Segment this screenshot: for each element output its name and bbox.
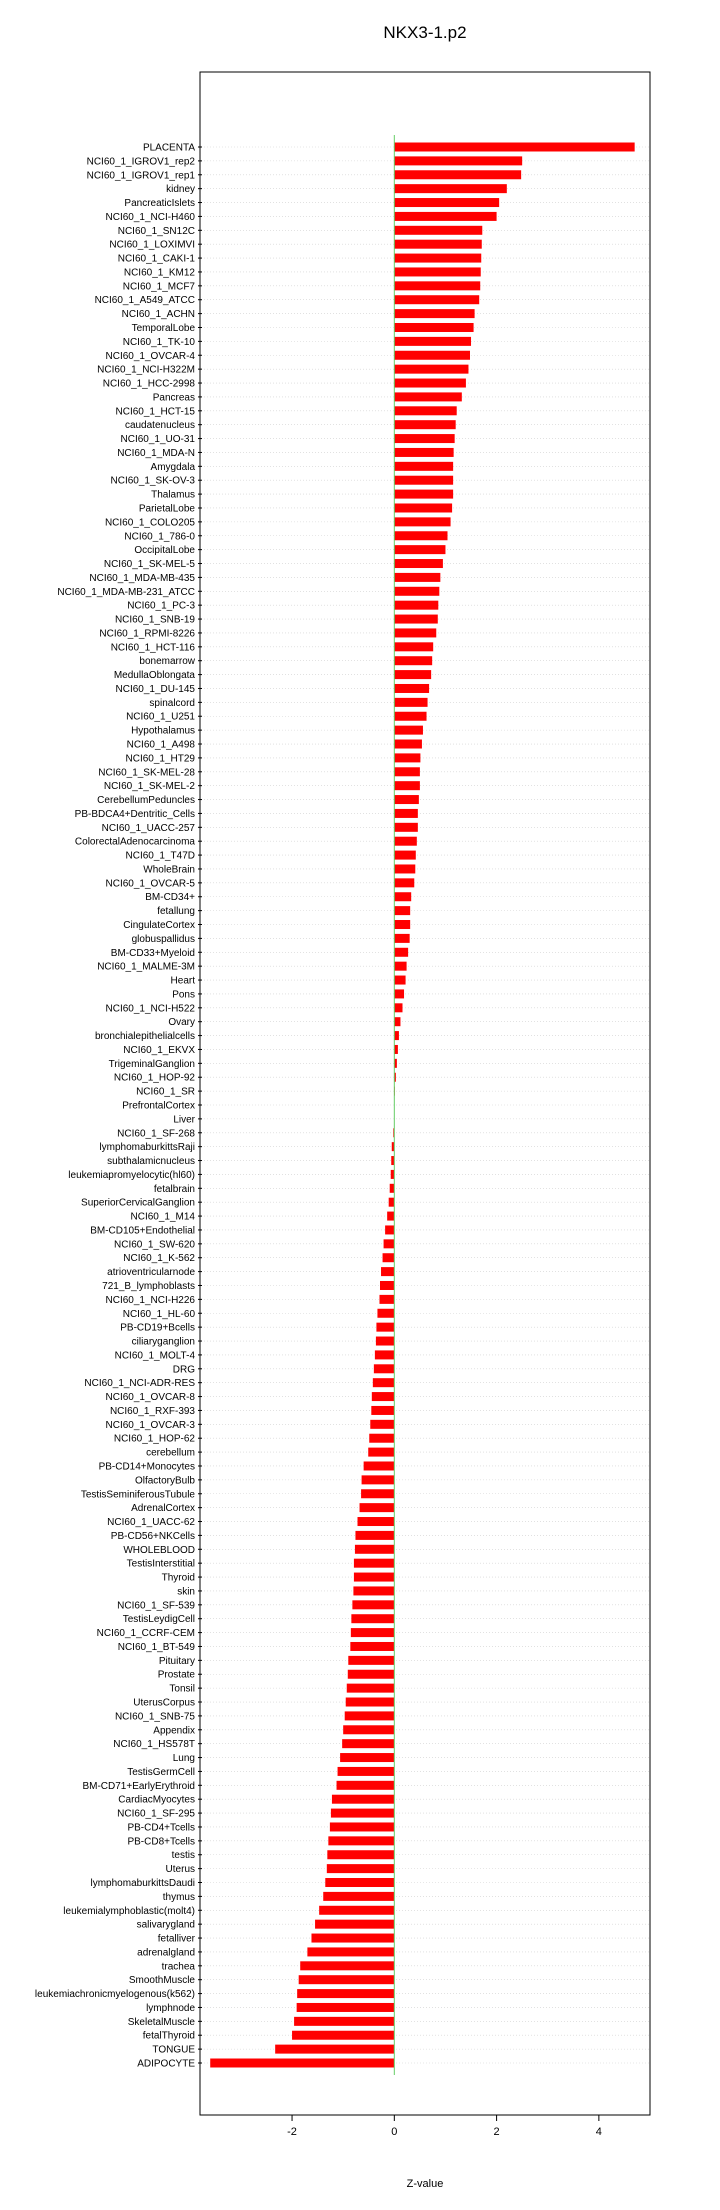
- category-label: ADIPOCYTE: [137, 2059, 195, 2070]
- category-label: leukemiachronicmyelogenous(k562): [35, 1989, 195, 2000]
- x-tick-label: -2: [287, 2126, 297, 2138]
- category-label: TONGUE: [152, 2045, 195, 2056]
- category-label: NCI60_1_M14: [131, 1212, 196, 1223]
- category-label: PrefrontalCortex: [122, 1101, 195, 1112]
- bar: [394, 934, 409, 943]
- bar: [342, 1739, 394, 1748]
- bar: [210, 2059, 394, 2068]
- category-label: fetalbrain: [154, 1184, 195, 1195]
- category-label: NCI60_1_NCI-ADR-RES: [84, 1378, 195, 1389]
- category-label: NCI60_1_TK-10: [123, 337, 196, 348]
- category-label: adrenalgland: [137, 1947, 195, 1958]
- bar: [394, 642, 433, 651]
- category-label: Thalamus: [151, 490, 195, 501]
- x-tick-label: 4: [596, 2126, 602, 2138]
- category-label: TemporalLobe: [132, 323, 196, 334]
- bar: [394, 240, 481, 249]
- category-label: Prostate: [158, 1670, 196, 1681]
- category-label: Liver: [173, 1114, 195, 1125]
- bar: [394, 670, 431, 679]
- bar: [327, 1850, 394, 1859]
- bar: [323, 1892, 394, 1901]
- bar: [394, 184, 507, 193]
- category-label: NCI60_1_MALME-3M: [97, 962, 195, 973]
- bar: [394, 545, 445, 554]
- category-label: TestisGermCell: [127, 1767, 195, 1778]
- bar: [394, 753, 420, 762]
- bar: [394, 406, 456, 415]
- category-label: AdrenalCortex: [131, 1503, 195, 1514]
- category-label: NCI60_1_CCRF-CEM: [97, 1628, 195, 1639]
- category-label: PB-CD8+Tcells: [127, 1836, 195, 1847]
- plot-frame: [200, 72, 650, 2115]
- category-label: NCI60_1_SK-OV-3: [111, 476, 196, 487]
- category-label: NCI60_1_BT-549: [118, 1642, 196, 1653]
- bar: [331, 1809, 394, 1818]
- category-label: lymphomaburkittsDaudi: [91, 1878, 196, 1889]
- bar: [362, 1475, 395, 1484]
- category-label: SuperiorCervicalGanglion: [81, 1198, 195, 1209]
- category-label: 721_B_lymphoblasts: [102, 1281, 195, 1292]
- x-tick-label: 2: [494, 2126, 500, 2138]
- category-label: BM-CD33+Myeloid: [111, 948, 195, 959]
- bar: [328, 1836, 394, 1845]
- category-label: ciliaryganglion: [132, 1337, 195, 1348]
- bar: [348, 1656, 394, 1665]
- bar: [355, 1531, 394, 1540]
- category-label: bonemarrow: [139, 656, 195, 667]
- bar: [374, 1364, 394, 1373]
- category-label: Pancreas: [153, 392, 195, 403]
- category-label: CingulateCortex: [123, 920, 195, 931]
- bar: [389, 1198, 395, 1207]
- bar: [332, 1795, 394, 1804]
- bar: [299, 1975, 395, 1984]
- category-label: NCI60_1_DU-145: [116, 684, 196, 695]
- category-label: TestisInterstitial: [127, 1559, 195, 1570]
- category-label: CerebellumPeduncles: [97, 795, 195, 806]
- category-label: NCI60_1_ACHN: [122, 309, 195, 320]
- category-label: MedullaOblongata: [114, 670, 196, 681]
- category-label: Heart: [171, 976, 196, 987]
- category-label: Pons: [172, 989, 195, 1000]
- bar: [394, 490, 453, 499]
- category-labels: [35, 143, 196, 2070]
- category-label: NCI60_1_OVCAR-5: [106, 878, 196, 889]
- category-label: ColorectalAdenocarcinoma: [75, 837, 196, 848]
- category-label: TestisLeydigCell: [123, 1614, 195, 1625]
- category-label: NCI60_1_HCC-2998: [103, 379, 196, 390]
- category-label: ParietalLobe: [139, 503, 196, 514]
- category-label: NCI60_1_K-562: [123, 1253, 195, 1264]
- category-label: UterusCorpus: [133, 1698, 195, 1709]
- bar: [394, 295, 479, 304]
- bar: [384, 1239, 395, 1248]
- bar: [354, 1559, 394, 1568]
- bar: [394, 448, 453, 457]
- bar: [394, 531, 447, 540]
- category-label: NCI60_1_A549_ATCC: [95, 295, 195, 306]
- category-label: fetalThyroid: [143, 2031, 195, 2042]
- bar: [394, 503, 452, 512]
- bar: [394, 1031, 399, 1040]
- bar: [348, 1670, 395, 1679]
- bar: [394, 962, 406, 971]
- bar: [394, 920, 410, 929]
- bar: [394, 573, 440, 582]
- bar: [354, 1573, 394, 1582]
- category-label: Amygdala: [151, 462, 196, 473]
- bar: [394, 351, 470, 360]
- category-label: CardiacMyocytes: [118, 1795, 195, 1806]
- bar: [394, 392, 462, 401]
- bar: [390, 1184, 395, 1193]
- category-label: NCI60_1_HT29: [126, 753, 196, 764]
- bar: [394, 864, 415, 873]
- bar: [355, 1545, 394, 1554]
- bar: [351, 1628, 394, 1637]
- bar: [377, 1309, 394, 1318]
- category-label: skin: [177, 1586, 195, 1597]
- category-label: cerebellum: [146, 1448, 195, 1459]
- category-label: PB-CD4+Tcells: [127, 1822, 195, 1833]
- bar: [394, 559, 443, 568]
- category-label: NCI60_1_NCI-H322M: [97, 365, 195, 376]
- bar: [394, 948, 408, 957]
- bar: [394, 281, 480, 290]
- bar: [364, 1461, 395, 1470]
- bar: [368, 1448, 394, 1457]
- category-label: NCI60_1_NCI-H460: [106, 212, 196, 223]
- category-label: NCI60_1_SW-620: [114, 1239, 195, 1250]
- bar: [394, 198, 499, 207]
- category-label: Ovary: [168, 1017, 195, 1028]
- bar: [381, 1267, 394, 1276]
- bar: [394, 976, 405, 985]
- bar: [394, 601, 438, 610]
- bar: [330, 1822, 394, 1831]
- x-tick-label: 0: [391, 2126, 397, 2138]
- bar: [394, 365, 468, 374]
- bar: [394, 379, 466, 388]
- category-label: DRG: [173, 1364, 195, 1375]
- category-label: NCI60_1_IGROV1_rep1: [87, 170, 196, 181]
- bar: [347, 1684, 395, 1693]
- bar: [394, 323, 473, 332]
- category-label: OccipitalLobe: [134, 545, 195, 556]
- category-label: NCI60_1_MCF7: [123, 281, 196, 292]
- category-label: fetalliver: [158, 1934, 196, 1945]
- bar: [371, 1406, 394, 1415]
- category-label: bronchialepithelialcells: [95, 1031, 195, 1042]
- bar: [376, 1323, 394, 1332]
- category-label: PB-CD56+NKCells: [111, 1531, 195, 1542]
- category-label: Thyroid: [162, 1573, 195, 1584]
- category-label: BM-CD71+EarlyErythroid: [82, 1781, 195, 1792]
- bar: [394, 878, 414, 887]
- bar: [394, 615, 437, 624]
- bar: [379, 1295, 394, 1304]
- bar: [394, 989, 404, 998]
- category-label: NCI60_1_NCI-H522: [106, 1003, 196, 1014]
- category-label: NCI60_1_SK-MEL-5: [104, 559, 196, 570]
- bar: [327, 1864, 395, 1873]
- category-label: kidney: [166, 184, 195, 195]
- bar: [372, 1392, 395, 1401]
- bar: [394, 795, 419, 804]
- bar: [394, 226, 482, 235]
- bar: [360, 1503, 395, 1512]
- bar: [343, 1725, 394, 1734]
- category-label: SmoothMuscle: [129, 1975, 196, 1986]
- category-label: NCI60_1_MDA-N: [117, 448, 195, 459]
- category-label: NCI60_1_OVCAR-3: [106, 1420, 196, 1431]
- category-label: Hypothalamus: [131, 726, 195, 737]
- category-label: TrigeminalGanglion: [109, 1059, 195, 1070]
- category-label: NCI60_1_UACC-257: [102, 823, 196, 834]
- bar: [297, 1989, 394, 1998]
- category-label: TestisSeminiferousTubule: [81, 1489, 196, 1500]
- bar: [394, 309, 474, 318]
- category-label: leukemiapromyelocytic(hl60): [68, 1170, 195, 1181]
- bar-series: [198, 143, 635, 2068]
- category-label: NCI60_1_MDA-MB-435: [89, 573, 195, 584]
- bar: [353, 1586, 394, 1595]
- bar: [319, 1906, 394, 1915]
- bar: [394, 698, 427, 707]
- bar: [351, 1614, 394, 1623]
- bar: [361, 1489, 394, 1498]
- bar: [394, 656, 432, 665]
- bar: [275, 2045, 394, 2054]
- bar: [394, 892, 411, 901]
- bar: [380, 1281, 394, 1290]
- bar: [394, 1003, 402, 1012]
- category-label: Tonsil: [169, 1684, 195, 1695]
- category-label: subthalamicnucleus: [107, 1156, 195, 1167]
- bar: [394, 587, 439, 596]
- category-label: NCI60_1_SF-268: [117, 1128, 195, 1139]
- bar: [394, 337, 471, 346]
- bar: [394, 254, 481, 263]
- bar: [346, 1698, 395, 1707]
- bar: [394, 434, 454, 443]
- category-label: WHOLEBLOOD: [123, 1545, 195, 1556]
- category-label: NCI60_1_RXF-393: [110, 1406, 195, 1417]
- category-label: NCI60_1_HCT-116: [111, 642, 196, 653]
- category-label: NCI60_1_OVCAR-8: [106, 1392, 196, 1403]
- bar: [307, 1947, 394, 1956]
- category-label: salivarygland: [137, 1920, 195, 1931]
- category-label: NCI60_1_SNB-75: [115, 1711, 195, 1722]
- category-label: NCI60_1_SN12C: [118, 226, 195, 237]
- category-label: NCI60_1_SF-539: [117, 1600, 195, 1611]
- category-label: Lung: [173, 1753, 195, 1764]
- category-label: NCI60_1_IGROV1_rep2: [87, 156, 196, 167]
- category-label: BM-CD34+: [145, 892, 195, 903]
- category-label: thymus: [163, 1892, 195, 1903]
- category-label: NCI60_1_NCI-H226: [106, 1295, 196, 1306]
- category-label: Appendix: [153, 1725, 195, 1736]
- category-label: PLACENTA: [143, 143, 195, 154]
- category-label: trachea: [162, 1961, 196, 1972]
- bar: [394, 156, 522, 165]
- bar: [394, 143, 634, 152]
- bar: [394, 1017, 400, 1026]
- x-axis: [287, 2115, 602, 2138]
- category-label: OlfactoryBulb: [135, 1475, 195, 1486]
- category-label: caudatenucleus: [125, 420, 195, 431]
- category-label: NCI60_1_KM12: [124, 267, 196, 278]
- bar: [373, 1378, 394, 1387]
- category-label: BM-CD105+Endothelial: [90, 1225, 195, 1236]
- bar: [394, 837, 417, 846]
- category-label: NCI60_1_OVCAR-4: [106, 351, 196, 362]
- bar: [394, 420, 455, 429]
- bar: [394, 684, 429, 693]
- category-label: NCI60_1_MDA-MB-231_ATCC: [57, 587, 195, 598]
- bar: [394, 712, 426, 721]
- bar: [394, 462, 453, 471]
- category-label: NCI60_1_HL-60: [123, 1309, 196, 1320]
- category-label: NCI60_1_786-0: [124, 531, 195, 542]
- bar: [292, 2031, 394, 2040]
- category-label: NCI60_1_SF-295: [117, 1809, 195, 1820]
- category-label: WholeBrain: [143, 864, 195, 875]
- bar: [370, 1420, 394, 1429]
- category-label: PB-BDCA4+Dentritic_Cells: [75, 809, 195, 820]
- category-label: fetallung: [157, 906, 195, 917]
- bar: [394, 1045, 398, 1054]
- bar: [394, 267, 480, 276]
- bar: [394, 781, 420, 790]
- bar: [394, 851, 415, 860]
- category-label: PB-CD19+Bcells: [120, 1323, 195, 1334]
- category-label: NCI60_1_CAKI-1: [118, 254, 196, 265]
- bar: [394, 740, 422, 749]
- bar: [394, 517, 450, 526]
- bar: [394, 906, 410, 915]
- bar: [394, 170, 521, 179]
- bar: [325, 1878, 394, 1887]
- bar: [394, 823, 418, 832]
- bar: [394, 726, 423, 735]
- bar: [358, 1517, 395, 1526]
- category-label: NCI60_1_T47D: [126, 851, 195, 862]
- bar: [394, 809, 418, 818]
- bar: [297, 2003, 395, 2012]
- bar: [350, 1642, 394, 1651]
- bar: [376, 1337, 394, 1346]
- category-label: lymphnode: [146, 2003, 195, 2014]
- category-label: NCI60_1_A498: [127, 740, 196, 751]
- bar: [352, 1600, 394, 1609]
- category-label: NCI60_1_SNB-19: [115, 615, 195, 626]
- category-label: NCI60_1_HS578T: [113, 1739, 195, 1750]
- category-label: NCI60_1_MOLT-4: [115, 1350, 196, 1361]
- category-label: PB-CD14+Monocytes: [99, 1461, 195, 1472]
- bar: [375, 1350, 394, 1359]
- category-label: Uterus: [166, 1864, 195, 1875]
- category-label: NCI60_1_SR: [136, 1087, 195, 1098]
- bar: [383, 1253, 395, 1262]
- category-label: testis: [172, 1850, 195, 1861]
- bar: [315, 1920, 394, 1929]
- category-label: NCI60_1_EKVX: [123, 1045, 195, 1056]
- bar: [394, 212, 496, 221]
- category-label: NCI60_1_UO-31: [121, 434, 196, 445]
- bar: [300, 1961, 394, 1970]
- category-label: NCI60_1_LOXIMVI: [109, 240, 195, 251]
- category-label: NCI60_1_COLO205: [105, 517, 195, 528]
- bar: [369, 1434, 394, 1443]
- category-label: SkeletalMuscle: [128, 2017, 196, 2028]
- category-label: NCI60_1_SK-MEL-2: [104, 781, 196, 792]
- category-label: NCI60_1_PC-3: [127, 601, 195, 612]
- category-label: NCI60_1_RPMI-8226: [99, 628, 195, 639]
- bar: [394, 628, 436, 637]
- bar: [311, 1934, 394, 1943]
- category-label: NCI60_1_HOP-92: [114, 1073, 196, 1084]
- category-label: leukemialymphoblastic(molt4): [63, 1906, 195, 1917]
- category-label: NCI60_1_HCT-15: [116, 406, 196, 417]
- category-label: NCI60_1_SK-MEL-28: [98, 767, 195, 778]
- bar: [394, 767, 420, 776]
- chart-title: NKX3-1.p2: [383, 23, 466, 42]
- bar: [387, 1212, 394, 1221]
- category-label: NCI60_1_U251: [126, 712, 195, 723]
- category-label: globuspallidus: [132, 934, 195, 945]
- bar: [385, 1225, 394, 1234]
- bar: [345, 1711, 395, 1720]
- category-label: lymphomaburkittsRaji: [99, 1142, 195, 1153]
- bar: [391, 1170, 395, 1179]
- category-label: Pituitary: [159, 1656, 195, 1667]
- bar: [340, 1753, 394, 1762]
- category-label: spinalcord: [149, 698, 195, 709]
- category-label: atrioventricularnode: [107, 1267, 195, 1278]
- bar: [294, 2017, 394, 2026]
- category-label: NCI60_1_UACC-62: [107, 1517, 195, 1528]
- x-axis-title: Z-value: [407, 2178, 444, 2190]
- category-label: PancreaticIslets: [124, 198, 195, 209]
- bar: [338, 1767, 395, 1776]
- bar: [394, 476, 453, 485]
- category-label: NCI60_1_HOP-62: [114, 1434, 196, 1445]
- bar: [337, 1781, 395, 1790]
